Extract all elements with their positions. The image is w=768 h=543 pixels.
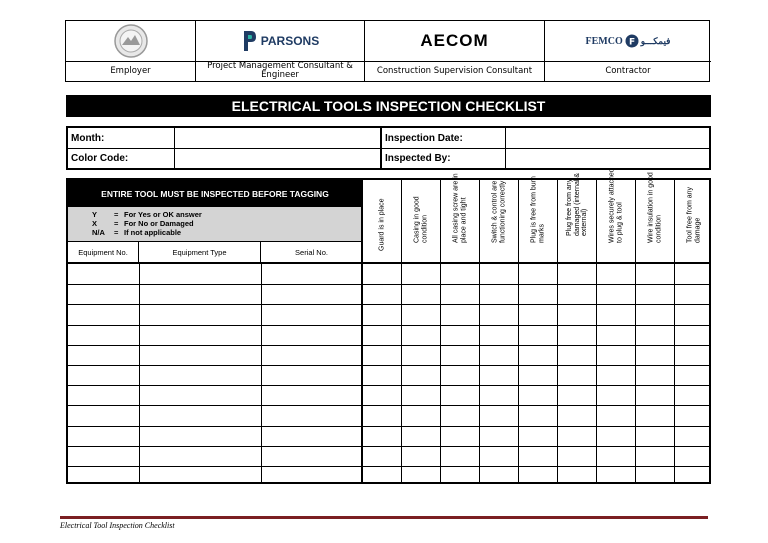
check-header-label: Switch & control are functioning correctly: [491, 180, 506, 243]
col-equipment-no: Equipment No.: [68, 241, 139, 262]
tagging-banner: ENTIRE TOOL MUST BE INSPECTED BEFORE TAGGING: [68, 180, 362, 207]
check-header-3: [440, 173, 479, 262]
table-row[interactable]: [68, 284, 709, 304]
check-header-5: [518, 176, 557, 262]
contractor-cell: [545, 21, 711, 81]
header-logo-table: [65, 20, 710, 82]
check-header-label: Wires securely attached to plug & tool: [608, 168, 623, 243]
table-row[interactable]: [68, 264, 709, 284]
check-header-label: All casing screw are in place and tight: [452, 173, 467, 243]
check-header-4: [479, 180, 518, 262]
parsons-logo-text: PARSONS: [260, 34, 320, 48]
table-row[interactable]: [68, 304, 709, 324]
checklist-grid: [66, 168, 711, 484]
table-row[interactable]: [68, 365, 709, 385]
inspection-date-label: Inspection Date:: [385, 132, 463, 144]
check-header-label: Casing in good condition: [413, 196, 428, 243]
check-header-8: [635, 172, 674, 262]
page-title: ELECTRICAL TOOLS INSPECTION CHECKLIST: [66, 95, 711, 117]
table-row[interactable]: [68, 446, 709, 466]
pmc-label: Project Management Consultant & Engineer: [207, 61, 353, 80]
legend: [68, 207, 362, 241]
inspected-by-field[interactable]: [506, 148, 709, 168]
info-table: [66, 126, 711, 170]
table-row[interactable]: [68, 405, 709, 425]
legend-no: X = For No or Damaged: [92, 219, 194, 228]
legend-na: N/A = If not applicable: [92, 228, 182, 237]
check-header-7: [596, 168, 635, 262]
color-code-field[interactable]: [174, 148, 380, 168]
check-header-6: [557, 172, 596, 262]
col-equipment-type: Equipment Type: [139, 241, 261, 262]
legend-yes: Y = For Yes or OK answer: [92, 210, 202, 219]
svg-text:F: F: [628, 37, 635, 48]
check-header-9: [674, 180, 713, 262]
csc-cell: [365, 21, 545, 81]
check-header-2: [401, 180, 440, 262]
footer-title: Electrical Tool Inspection Checklist: [60, 521, 175, 530]
check-header-label: Plug is free from burn marks: [530, 176, 545, 243]
parsons-logo: [196, 21, 364, 62]
check-header-label: Tool free from any damage: [686, 186, 701, 243]
inspection-date-field[interactable]: [506, 128, 709, 148]
table-row[interactable]: [68, 466, 709, 486]
aecom-logo: [365, 21, 544, 62]
pmc-cell: [196, 21, 365, 81]
table-row[interactable]: [68, 325, 709, 345]
check-header-label: Guard is in place: [378, 197, 386, 251]
month-field[interactable]: [174, 128, 380, 148]
check-header-label: Plug free from any damaged (internal & external): [565, 172, 588, 236]
femco-logo: [545, 21, 711, 62]
employer-label: Employer: [110, 65, 151, 76]
table-row[interactable]: [68, 426, 709, 446]
table-row[interactable]: [68, 385, 709, 405]
color-code-label: Color Code:: [71, 152, 129, 164]
employer-cell: [66, 21, 196, 81]
contractor-label: Contractor: [605, 65, 651, 76]
footer-divider: [60, 516, 708, 519]
csc-label: Construction Supervision Consultant: [376, 65, 533, 76]
employer-seal-logo: [66, 21, 195, 62]
check-header-label: Wire insulation in good condition: [647, 172, 662, 243]
check-header-1: [362, 180, 401, 262]
table-row[interactable]: [68, 345, 709, 365]
femco-logo-text: FEMCO: [585, 35, 623, 47]
aecom-logo-text: AECOM: [420, 31, 489, 50]
month-label: Month:: [71, 132, 105, 144]
col-serial-no: Serial No.: [261, 241, 362, 262]
femco-logo-arabic: فيمكـــو: [640, 35, 671, 46]
inspected-by-label: Inspected By:: [385, 152, 451, 164]
